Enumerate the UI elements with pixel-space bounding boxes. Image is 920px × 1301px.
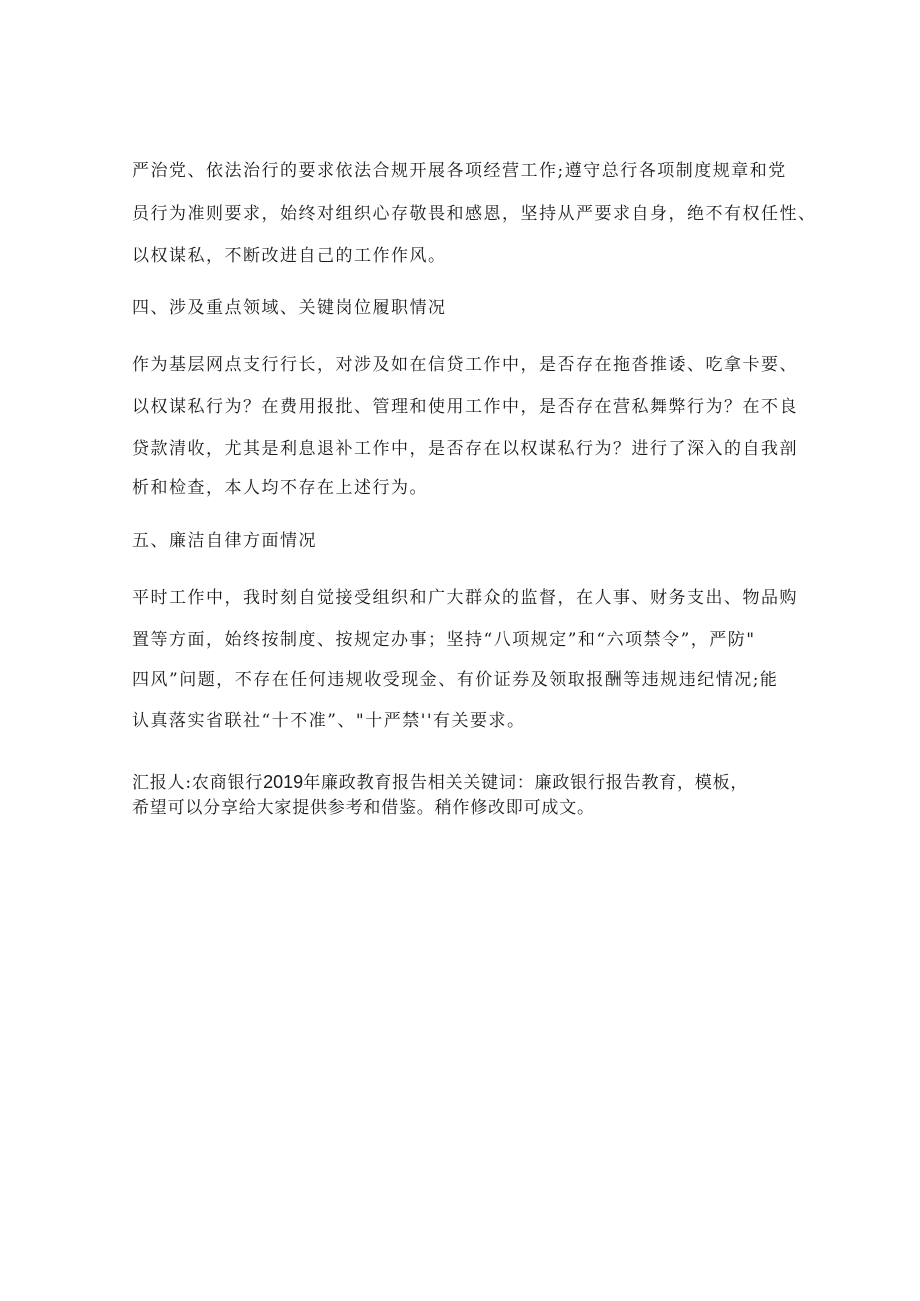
section-4-heading: 四、涉及重点领域、关键岗位履职情况 — [132, 298, 447, 318]
footer-keywords: 年廉政教育报告相关关键词：廉政银行报告教育，模板， — [303, 773, 749, 793]
paragraph-1-line-1: 严治党、依法治行的要求依法合规开展各项经营工作;遵守总行各项制度规章和党 — [132, 161, 787, 181]
paragraph-3-line-1: 平时工作中，我时刻自觉接受组织和广大群众的监督，在人事、财务支出、物品购 — [132, 588, 798, 608]
paragraph-2-line-3: 贷款清收，尤其是利息退补工作中，是否存在以权谋私行为？进行了深入的自我剖 — [132, 439, 798, 459]
footer-year: 2019 — [263, 772, 304, 792]
paragraph-3-line-4: 认真落实省联社“十不准”、"十严禁''有关要求。 — [132, 711, 526, 731]
footer-line-2: 希望可以分享给大家提供参考和借鉴。稍作修改即可成文。 — [132, 798, 595, 818]
paragraph-2-line-4: 析和检查，本人均不存在上述行为。 — [132, 478, 428, 498]
paragraph-1-line-3: 以权谋私，不断改进自己的工作作风。 — [132, 246, 447, 266]
paragraph-2-line-1: 作为基层网点支行行长，对涉及如在信贷工作中，是否存在拖沓推诿、吃拿卡要、 — [132, 355, 798, 375]
footer-reporter-label: 汇报人:农商银行 — [132, 773, 264, 793]
footer-line-1 — [132, 771, 748, 794]
paragraph-3-line-2: 置等方面，始终按制度、按规定办事；坚持“八项规定”和“六项禁令”，严防" — [132, 630, 756, 650]
paragraph-3-line-3: 四风”问题，不存在任何违规收受现金、有价证券及领取报酬等违规违纪情况;能 — [132, 670, 779, 690]
paragraph-1-line-2: 员行为准则要求，始终对组织心存敬畏和感恩，坚持从严要求自身，绝不有权任性、 — [132, 204, 817, 224]
section-5-heading: 五、廉洁自律方面情况 — [132, 531, 317, 551]
paragraph-2-line-2: 以权谋私行为？在费用报批、管理和使用工作中，是否存在营私舞弊行为？在不良 — [132, 397, 798, 417]
